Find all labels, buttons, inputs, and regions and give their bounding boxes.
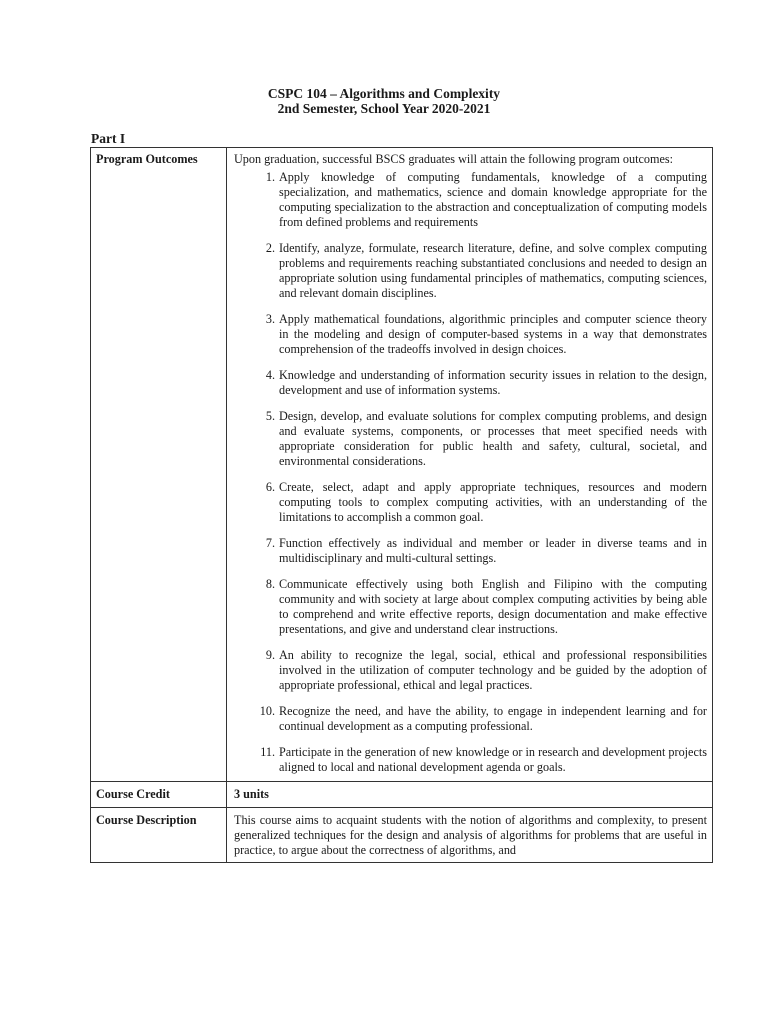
- program-outcomes-label: Program Outcomes: [91, 148, 227, 782]
- outcome-number: 7.: [265, 536, 275, 550]
- outcome-item: [265, 409, 707, 469]
- outcome-text: Communicate effectively using both English and Filipino with the computing community and with society at large about complex computing activities by being able to comprehend and write effective reports, design documentation and make effective presentations, and give and understand clear instructions.: [279, 577, 707, 636]
- program-outcomes-cell: [227, 148, 713, 782]
- outcome-item: [265, 480, 707, 525]
- outcome-item: [260, 745, 707, 775]
- outcome-item: [259, 704, 707, 734]
- outcome-number: 2.: [265, 241, 275, 255]
- outcome-number: 11.: [260, 745, 275, 759]
- course-description-row: [91, 808, 713, 863]
- outcome-item: [265, 577, 707, 637]
- outcome-number: 6.: [265, 480, 275, 494]
- outcome-text: Recognize the need, and have the ability, to engage in independent learning and for continual development as a computing professional.: [279, 704, 707, 733]
- outcome-item: [265, 312, 707, 357]
- outcome-item: [265, 648, 707, 693]
- outcome-number: 3.: [265, 312, 275, 326]
- semester-line: 2nd Semester, School Year 2020-2021: [277, 101, 491, 116]
- outcome-item: [265, 536, 707, 566]
- outcome-text: Create, select, adapt and apply appropriate techniques, resources and modern computing tools to complex computing activities, with an understanding of the limitations to accomplish a common goal.: [279, 480, 707, 524]
- outcome-number: 1.: [265, 170, 275, 184]
- outcome-item: [265, 241, 707, 301]
- course-credit-label: Course Credit: [91, 782, 227, 808]
- outcome-text: An ability to recognize the legal, social, ethical and professional responsibilities involved in the utilization of computer technology and be guided by the adoption of appropriate professional, ethical and legal practices.: [279, 648, 707, 692]
- course-credit-value: 3 units: [227, 782, 713, 808]
- program-outcomes-list: [234, 170, 707, 775]
- outcome-text: Participate in the generation of new knowledge or in research and development projects aligned to local and national development agenda or goals.: [279, 745, 707, 774]
- course-credit-row: [91, 782, 713, 808]
- outcome-text: Apply knowledge of computing fundamentals, knowledge of a computing specialization, and mathematics, science and domain knowledge appropriate for the computing specialization to the abstraction and conceptualization of computing models from defined problems and requirements: [279, 170, 707, 229]
- course-description-text: This course aims to acquaint students with the notion of algorithms and complexity, to present generalized techniques for the design and analysis of algorithms for problems that are useful in practice, to argue about the correctness of algorithms, and: [234, 813, 707, 857]
- program-outcomes-row: [91, 148, 713, 782]
- outcome-number: 8.: [265, 577, 275, 591]
- outcome-item: [265, 170, 707, 230]
- outcome-number: 10.: [259, 704, 275, 718]
- course-description-cell: [227, 808, 713, 863]
- outcome-text: Identify, analyze, formulate, research literature, define, and solve complex computing problems and requirements reaching substantiated conclusions and needed to design an appropriate solution using fundamental principles of mathematics, computing sciences, and relevant domain disciplines.: [279, 241, 707, 300]
- outcome-number: 4.: [265, 368, 275, 382]
- outcome-number: 9.: [265, 648, 275, 662]
- outcome-text: Apply mathematical foundations, algorithmic principles and computer science theory in the modeling and design of computer-based systems in a way that demonstrates comprehension of the tradeoffs involved in design choices.: [279, 312, 707, 356]
- outcome-text: Knowledge and understanding of information security issues in relation to the design, development and use of information systems.: [279, 368, 707, 397]
- document-header: [0, 86, 768, 116]
- course-title: CSPC 104 – Algorithms and Complexity: [267, 86, 501, 101]
- program-outcomes-intro: Upon graduation, successful BSCS graduates will attain the following program outcomes:: [234, 152, 674, 166]
- outcome-text: Function effectively as individual and member or leader in diverse teams and in multidisciplinary and multi-cultural settings.: [279, 536, 707, 565]
- outcome-item: [265, 368, 707, 398]
- outcome-text: Design, develop, and evaluate solutions for complex computing problems, and design and evaluate systems, components, or processes that meet specified needs with appropriate consideration for public health and safety, cultural, societal, and environmental considerations.: [279, 409, 707, 468]
- syllabus-table: [90, 147, 713, 863]
- part-heading: Part I: [91, 131, 126, 146]
- course-description-label: Course Description: [91, 808, 227, 863]
- outcome-number: 5.: [265, 409, 275, 423]
